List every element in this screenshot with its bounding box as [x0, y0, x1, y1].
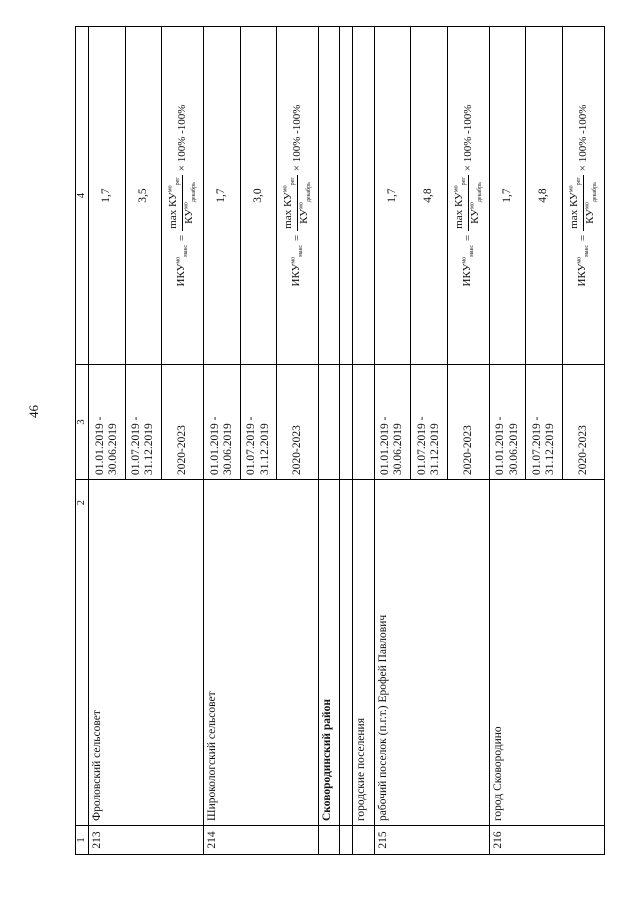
- header-row: [76, 27, 89, 855]
- period-cell: 2020-2023: [562, 365, 604, 480]
- period-cell: 2020-2023: [162, 365, 204, 480]
- value-cell: 1,7: [89, 27, 126, 365]
- period-cell: 2020-2023: [447, 365, 489, 480]
- value-cell: 3,5: [125, 27, 162, 365]
- value-cell: 3,0: [240, 27, 277, 365]
- district-name: Сковородинский район: [319, 480, 340, 826]
- row-number: 216: [489, 826, 604, 855]
- formula-cell: [447, 27, 489, 365]
- municipality-name: рабочий поселок (п.г.т.) Ерофей Павлович: [374, 480, 489, 826]
- value-cell: 1,7: [489, 27, 526, 365]
- period-cell: 01.01.2019 - 30.06.2019: [374, 365, 411, 480]
- table-row: [89, 27, 126, 855]
- period-cell: 2020-2023: [277, 365, 319, 480]
- tariff-table: [75, 26, 605, 855]
- formula: $ИКУ^{мо}_{макс}$ = $\max КУ^{мо}_{рег}$ $КУ^{мо}_{декабрь}$ × 100% -100%: [452, 104, 483, 287]
- header-col-1: 1: [76, 826, 89, 855]
- formula-cell: [277, 27, 319, 365]
- district-row: [319, 27, 340, 855]
- period-cell: 01.01.2019 - 30.06.2019: [489, 365, 526, 480]
- period-cell: 01.07.2019 - 31.12.2019: [125, 365, 162, 480]
- row-number: 213: [89, 826, 204, 855]
- value-cell: 1,7: [374, 27, 411, 365]
- value-cell: 4,8: [411, 27, 448, 365]
- formula-cell: [162, 27, 204, 365]
- header-col-2: 2: [76, 480, 89, 826]
- rotated-table-container: [75, 65, 605, 855]
- table-row: [489, 27, 526, 855]
- formula-lhs: $ИКУ^{мо}_{макс}$: [175, 244, 190, 287]
- table-row: [374, 27, 411, 855]
- formula-equals: =: [176, 234, 189, 241]
- period-cell: 01.07.2019 - 31.12.2019: [240, 365, 277, 480]
- formula-fraction: $\max КУ^{мо}_{рег}$ $КУ^{мо}_{декабрь}$: [167, 177, 198, 229]
- group-row: [353, 27, 374, 855]
- formula-tail: × 100% -100%: [176, 104, 189, 172]
- municipality-name: Фроловский сельсовет: [89, 480, 204, 826]
- spacer-row: [340, 27, 353, 855]
- formula-cell: [562, 27, 604, 365]
- period-cell: 01.07.2019 - 31.12.2019: [526, 365, 563, 480]
- value-cell: 1,7: [204, 27, 241, 365]
- formula: $ИКУ^{мо}_{макс}$ = $\max КУ^{мо}_{рег}$ $КУ^{мо}_{декабрь}$ × 100% -100%: [282, 104, 313, 287]
- formula: [167, 105, 198, 287]
- formula: $ИКУ^{мо}_{макс}$ = $\max КУ^{мо}_{рег}$ $КУ^{мо}_{декабрь}$ × 100% -100%: [567, 104, 599, 287]
- row-number: 215: [374, 826, 489, 855]
- period-cell: 01.01.2019 - 30.06.2019: [204, 365, 241, 480]
- municipality-name: город Сковородино: [489, 480, 604, 826]
- page-number: 46: [26, 405, 41, 418]
- header-col-3: 3: [76, 365, 89, 480]
- group-name: городские поселения: [353, 480, 374, 826]
- municipality-name: Широкологский сельсовет: [204, 480, 319, 826]
- period-cell: 01.01.2019 - 30.06.2019: [89, 365, 126, 480]
- table-row: [204, 27, 241, 855]
- value-cell: 4,8: [526, 27, 563, 365]
- header-col-4: 4: [76, 27, 89, 365]
- period-cell: 01.07.2019 - 31.12.2019: [411, 365, 448, 480]
- row-number: 214: [204, 826, 319, 855]
